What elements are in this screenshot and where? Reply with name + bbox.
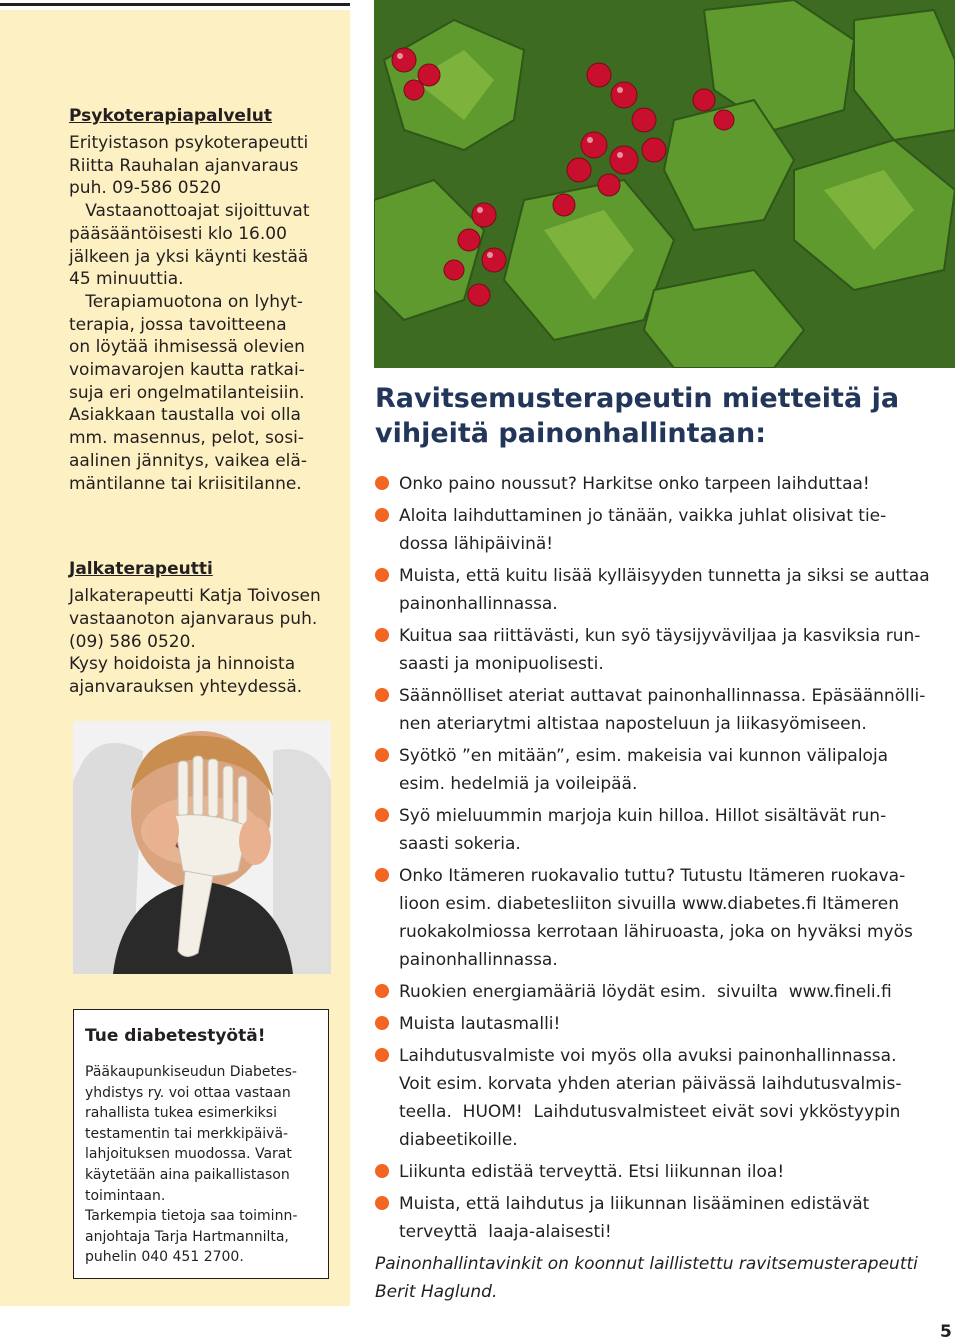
tip-line: Aloita laihduttaminen jo tänään, vaikka juhlat olisivat tie-	[399, 506, 887, 526]
tip-line: Onko paino noussut? Harkitse onko tarpeen laihduttaa!	[399, 474, 870, 494]
donation-line: anjohtaja Tarja Hartmannilta,	[85, 1228, 289, 1245]
psyko-line: Asiakkaan taustalla voi olla	[69, 405, 301, 426]
jalka-line: Kysy hoidoista ja hinnoista	[69, 654, 296, 675]
donation-line: toimintaan.	[85, 1187, 166, 1204]
tip-line: Ruokien energiamääriä löydät esim. sivuilta www.fineli.fi	[399, 982, 892, 1002]
tip-line: Säännölliset ateriat auttavat painonhallinnassa. Epäsäännölli-	[399, 686, 926, 706]
tip-line: Voit esim. korvata yhden aterian päivässä laihdutusvalmis-	[399, 1074, 902, 1094]
tip-line: Onko Itämeren ruokavalio tuttu? Tutustu Itämeren ruokava-	[399, 866, 906, 886]
psyko-line: Vastaanottoajat sijoittuvat	[69, 201, 310, 222]
bullet-icon	[375, 476, 389, 490]
psyko-line: 45 minuuttia.	[69, 269, 184, 290]
tip-line: Muista, että kuitu lisää kylläisyyden tunnetta ja siksi se auttaa	[399, 566, 930, 586]
bullet-icon	[375, 1164, 389, 1178]
jalka-title: Jalkaterapeutti	[69, 559, 213, 579]
psyko-line: puh. 09-586 0520	[69, 178, 222, 199]
tip-line: Muista lautasmalli!	[399, 1014, 561, 1034]
psyko-line: voimavarojen kautta ratkai-	[69, 360, 305, 381]
jalka-line: (09) 586 0520.	[69, 631, 196, 652]
psyko-line: on löytää ihmisessä olevien	[69, 337, 305, 358]
psyko-line: terapia, jossa tavoitteena	[69, 314, 287, 335]
main-heading-line: vihjeitä painonhallintaan:	[375, 418, 767, 449]
psyko-line: mäntilanne tai kriisitilanne.	[69, 473, 302, 494]
donation-line: rahallista tukea esimerkiksi	[85, 1105, 277, 1122]
tip-line: Syö mieluummin marjoja kuin hilloa. Hillot sisältävät run-	[399, 806, 887, 826]
tip-line: Muista, että laihdutus ja liikunnan lisääminen edistävät	[399, 1194, 870, 1214]
bullet-icon	[375, 688, 389, 702]
tip-line: teella. HUOM! Laihdutusvalmisteet eivät sovi ykköstyypin	[399, 1102, 901, 1122]
donation-box	[73, 1009, 329, 1279]
donation-line: käytetään aina paikallistason	[85, 1166, 290, 1183]
donation-line: yhdistys ry. voi ottaa vastaan	[85, 1084, 291, 1101]
psyko-line: Riitta Rauhalan ajanvaraus	[69, 155, 299, 176]
psyko-text	[69, 132, 310, 495]
tip-line: painonhallinnassa.	[399, 594, 558, 614]
bullet-icon	[375, 508, 389, 522]
bullet-icon	[375, 1196, 389, 1210]
psyko-line: Terapiamuotona on lyhyt-	[69, 291, 303, 312]
donation-line: testamentin tai merkkipäivä-	[85, 1125, 289, 1142]
donation-line: lahjoituksen muodossa. Varat	[85, 1146, 292, 1163]
bullet-icon	[375, 628, 389, 642]
tip-line: saasti sokeria.	[399, 834, 521, 854]
bullet-icon	[375, 1016, 389, 1030]
credit-note	[375, 1250, 918, 1306]
tip-line: lioon esim. diabetesliiton sivuilla www.diabetes.fi Itämeren	[399, 894, 900, 914]
psyko-line: jälkeen ja yksi käynti kestää	[69, 246, 309, 267]
psyko-line: pääsääntöisesti klo 16.00	[69, 223, 287, 244]
donation-line: puhelin 040 451 2700.	[85, 1249, 244, 1266]
psyko-line: aalinen jännitys, vaikea elä-	[69, 450, 307, 471]
tip-line: dossa lähipäivinä!	[399, 534, 554, 554]
main-heading	[375, 381, 899, 451]
tip-line: Laihdutusvalmiste voi myös olla avuksi painonhallinnassa.	[399, 1046, 897, 1066]
jalka-line: vastaanoton ajanvaraus puh.	[69, 608, 318, 629]
main-heading-line: Ravitsemusterapeutin mietteitä ja	[375, 383, 900, 414]
tip-line: terveyttä laaja-alaisesti!	[399, 1222, 612, 1242]
jalka-line: ajanvarauksen yhteydessä.	[69, 677, 303, 698]
tip-line: diabeetikoille.	[399, 1130, 518, 1150]
tip-line: saasti ja monipuolisesti.	[399, 654, 604, 674]
redcurrant-photo	[374, 0, 955, 368]
tip-line: Liikunta edistää terveyttä. Etsi liikunnan iloa!	[399, 1162, 785, 1182]
donation-line: Pääkaupunkiseudun Diabetes-	[85, 1064, 297, 1080]
tip-line: painonhallinnassa.	[399, 950, 558, 970]
tip-line: Kuitua saa riittävästi, kun syö täysijyväviljaa ja kasviksia run-	[399, 626, 921, 646]
psyko-line: Erityistason psykoterapeutti	[69, 133, 309, 153]
tip-line: Syötkö ”en mitään”, esim. makeisia vai kunnon välipaloja	[399, 746, 889, 766]
bullet-icon	[375, 808, 389, 822]
tip-line: ruokakolmiossa kerrotaan lähiruoasta, joka on hyväksi myös	[399, 922, 913, 942]
bullet-icon	[375, 1048, 389, 1062]
page-number: 5	[940, 1322, 952, 1342]
donation-text	[85, 1062, 297, 1268]
tip-line: nen ateriarytmi altistaa naposteluun ja liikasyömiseen.	[399, 714, 867, 734]
jalka-line: Jalkaterapeutti Katja Toivosen	[69, 586, 321, 606]
tip-line: esim. hedelmiä ja voileipää.	[399, 774, 638, 794]
foot-skeleton-photo	[73, 721, 331, 974]
bullet-icon	[375, 868, 389, 882]
bullet-icon	[375, 568, 389, 582]
psyko-title: Psykoterapiapalvelut	[69, 106, 273, 126]
psyko-line: suja eri ongelmatilanteisiin.	[69, 382, 305, 403]
bullet-icon	[375, 984, 389, 998]
top-rule	[0, 3, 350, 6]
donation-line: Tarkempia tietoja saa toiminn-	[85, 1208, 298, 1225]
psyko-line: mm. masennus, pelot, sosi-	[69, 428, 305, 449]
credit-line: Painonhallintavinkit on koonnut laillistettu ravitsemusterapeutti	[375, 1254, 918, 1274]
bullet-icon	[375, 748, 389, 762]
jalka-text	[69, 585, 321, 699]
credit-line: Berit Haglund.	[375, 1282, 498, 1302]
donation-title: Tue diabetestyötä!	[85, 1026, 266, 1046]
